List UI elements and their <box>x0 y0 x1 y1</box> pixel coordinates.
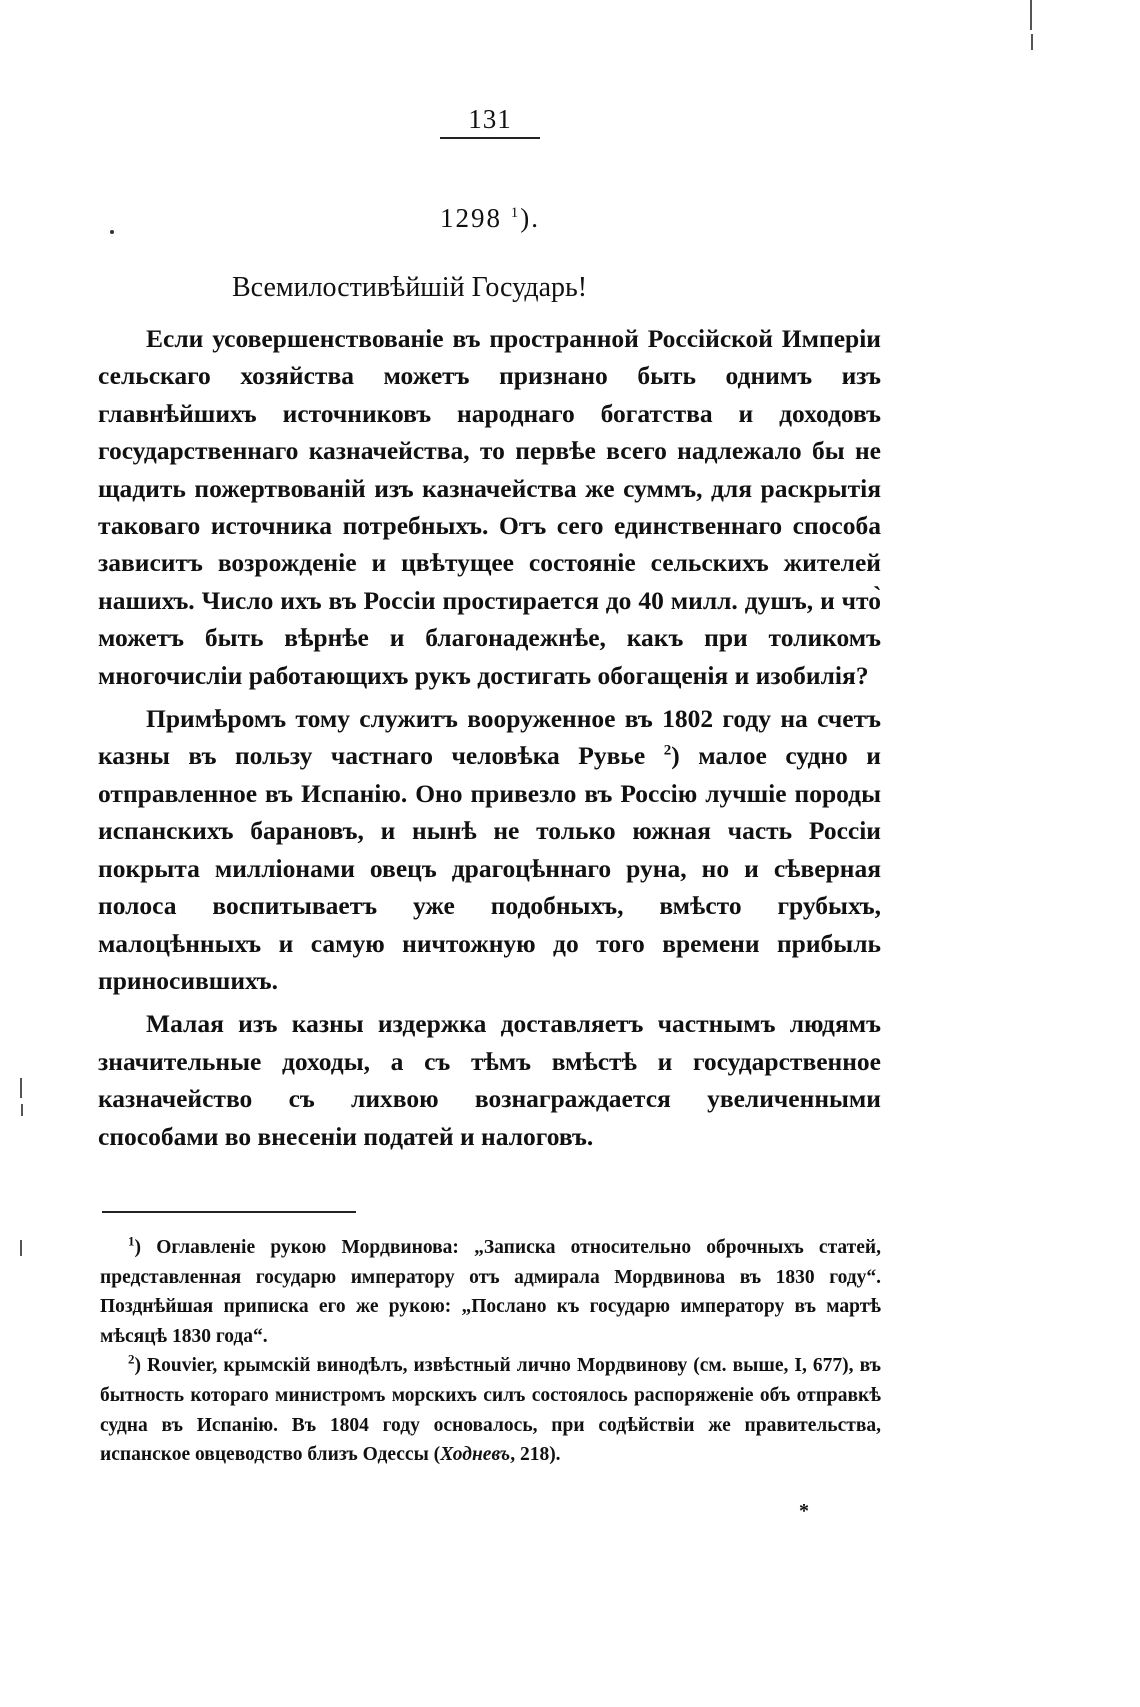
scan-edge-mark-top-2 <box>1031 34 1033 50</box>
page-number-rule <box>440 137 540 139</box>
scan-edge-mark-left-2 <box>21 1104 23 1116</box>
footnote-2-source: Ходневъ <box>440 1444 511 1466</box>
document-number-value: 1298 <box>440 203 502 233</box>
document-number-closing: ). <box>520 203 540 233</box>
footnote-1 <box>100 1233 881 1351</box>
paragraph-2-end: ) малое судно и отправленное въ Испанію. Оно привезло въ Россію лучшіе породы испанскихъ барановъ, и нынѣ не только южная часть Россіи покрыта милліонами овецъ драгоцѣннаго руна, но и сѣверная полоса воспитываетъ уже подобныхъ, вмѣсто грубыхъ, малоцѣнныхъ и самую ничтожную до того времени прибыль приносившихъ. <box>98 741 882 995</box>
footnote-2-text-end: , 218). <box>510 1444 561 1466</box>
end-asterisk: * <box>799 1500 809 1522</box>
footnote-1-marker: 1 <box>128 1233 135 1249</box>
footnote-2-marker: 2 <box>128 1351 135 1367</box>
paragraph-1: Если усовершенствованіе въ пространной Россійской Имперіи сельскаго хозяйства можетъ признано быть однимъ изъ главнѣйшихъ источниковъ народнаго богатства и доходовъ государственнаго казначейства, то первѣе всего надлежало бы не щадить пожертвованій изъ казначейства же суммъ, для раскрытія таковаго источника потребныхъ. Отъ сего единственнаго способа зависитъ возрожденіе и цвѣтущее состояніе сельскихъ жителей нашихъ. Число ихъ въ Россіи простирается до 40 милл. душъ, и что̀ можетъ быть вѣрнѣе и благонадежнѣе, какъ при толикомъ многочисліи работающихъ рукъ достигать обогащенія и изобилія? <box>98 324 881 690</box>
paragraph-2 <box>98 700 881 999</box>
paragraph-3: Малая изъ казны издержка доставляетъ частнымъ людямъ значительные доходы, а съ тѣмъ вмѣстѣ и государственное казначейство съ лихвою вознаграждается увеличенными способами во внесеніи податей и налоговъ. <box>98 1009 881 1151</box>
footnotes <box>100 1233 881 1470</box>
footnote-2-text: ) Rouvier, крымскій винодѣлъ, извѣстный лично Мордвинову (см. выше, I, 677), въ бытность котораго министромъ морскихъ силъ состоялось распоряженіе объ отправкѣ судна въ Испанію. Въ 1804 году основалось, при содѣйствіи же правительства, испанское овцеводство близъ Одессы ( <box>100 1355 881 1466</box>
scan-edge-mark-left-3 <box>20 1240 22 1256</box>
letter-body <box>98 320 881 1161</box>
footnote-2 <box>100 1351 881 1469</box>
stray-dot <box>110 230 114 234</box>
scan-edge-mark-left-1 <box>20 1078 22 1098</box>
document-footnote-ref: 1 <box>510 205 521 221</box>
document-number <box>380 203 600 234</box>
footnote-separator <box>102 1211 356 1213</box>
paragraph-2-start: Примѣромъ тому служитъ вооруженное въ 1802 году на счетъ казны въ пользу частнаго человѣка Рувье <box>98 704 881 771</box>
footnote-ref-2: 2 <box>663 742 672 759</box>
scan-edge-mark-top <box>1030 0 1032 30</box>
salutation: Всемилостивѣйшій Государь! <box>232 272 588 303</box>
page-number: 131 <box>468 104 512 134</box>
footnote-1-text: ) Оглавленіе рукою Мордвинова: „Записка относительно оброчныхъ статей, представленная государю императору отъ адмирала Мордвинова въ 1830 году“. Позднѣйшая приписка его же рукою: „Послано къ государю императору въ мартѣ мѣсяцѣ 1830 года“. <box>100 1237 881 1347</box>
